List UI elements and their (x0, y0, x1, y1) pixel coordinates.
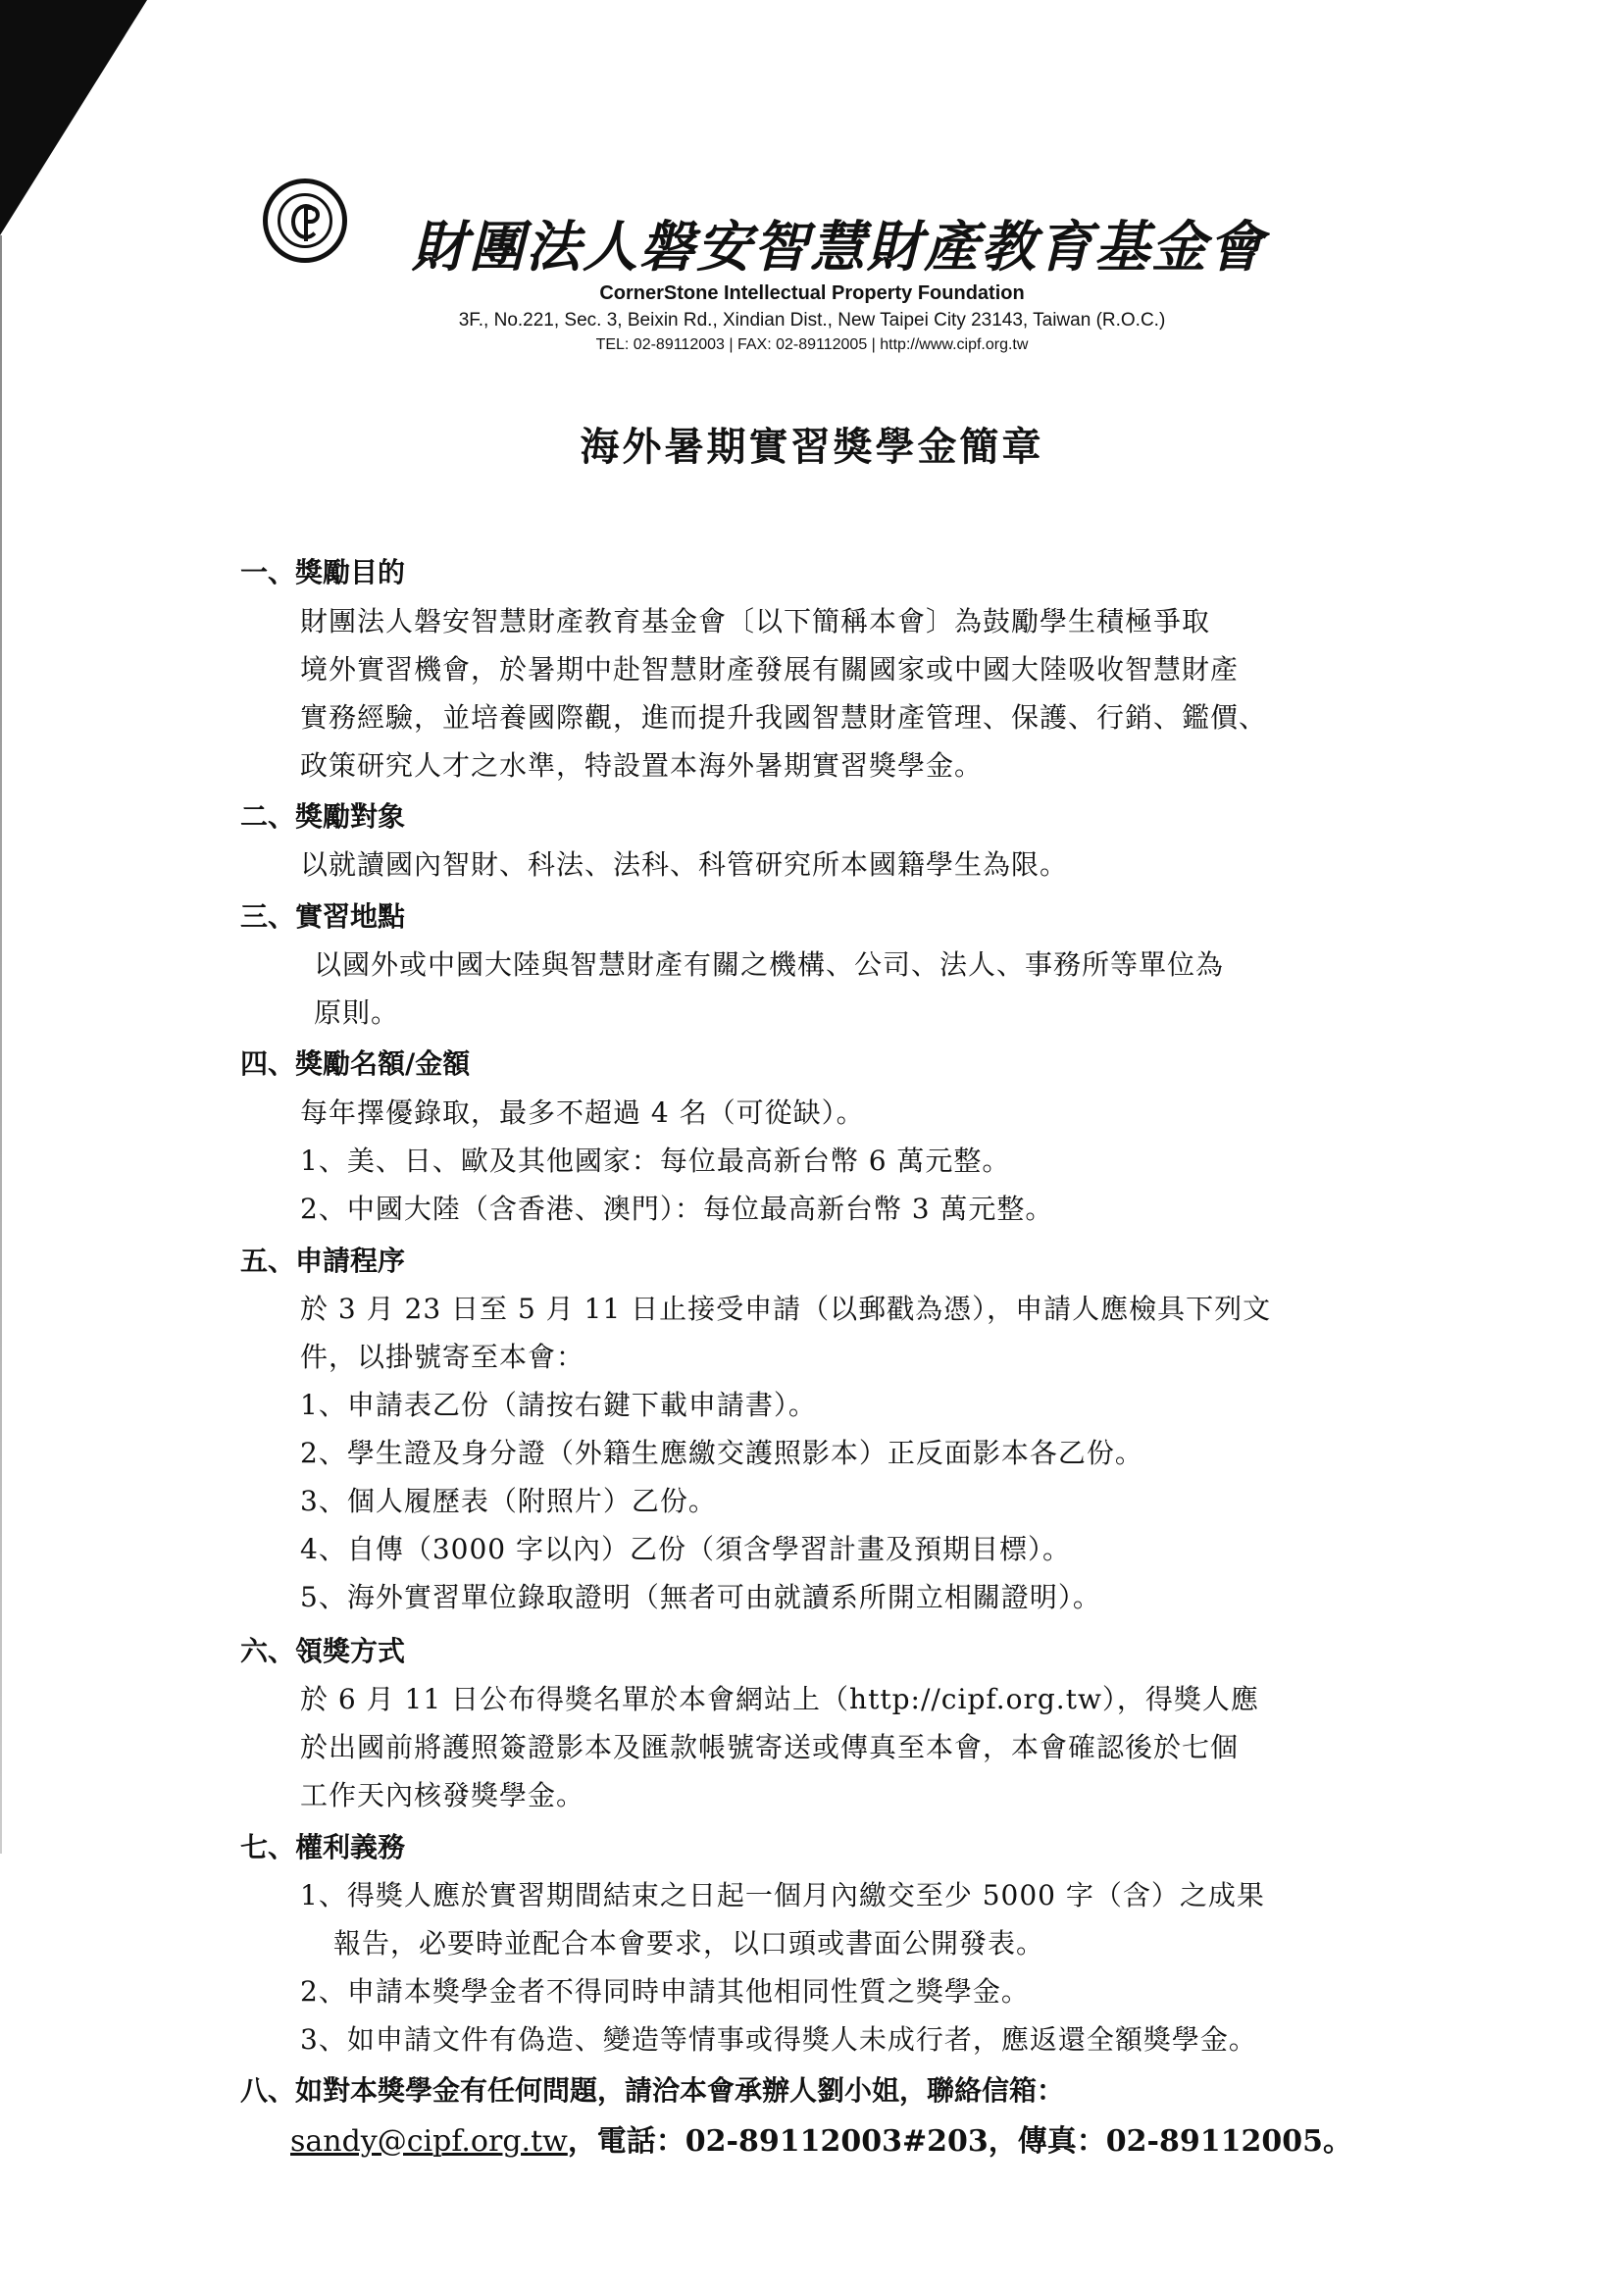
section-text: 財團法人磐安智慧財產教育基金會〔以下簡稱本會〕為鼓勵學生積極爭取 (300, 605, 1211, 637)
document-title: 海外暑期實習獎學金簡章 (580, 424, 1044, 470)
section-text: 2、申請本獎學金者不得同時申請其他相同性質之獎學金。 (300, 1975, 1030, 2008)
section-heading: 三、實習地點 (240, 900, 406, 933)
section-heading: 一、獎勵目的 (240, 556, 406, 588)
section-text: 政策研究人才之水準，特設置本海外暑期實習獎學金。 (300, 749, 984, 782)
contact-phone-fax: ，電話：02-89112003#203，傳真：02-89112005。 (567, 2124, 1352, 2159)
section-heading: 七、權利義務 (240, 1831, 406, 1863)
section-text: 於出國前將護照簽證影本及匯款帳號寄送或傳真至本會，本會確認後於七個 (300, 1731, 1240, 1763)
contact-email-link[interactable]: sandy@cipf.org.tw (290, 2124, 568, 2159)
section-text: 3、如申請文件有偽造、變造等情事或得獎人未成行者，應返還全額獎學金。 (300, 2023, 1257, 2056)
logo-inner-ring (278, 193, 332, 248)
org-address: 3F., No.221, Sec. 3, Beixin Rd., Xindian Dist., New Taipei City 23143, Taiwan (R.O.C.) (458, 310, 1166, 331)
section-text: 於 3 月 23 日至 5 月 11 日止接受申請（以郵戳為憑），申請人應檢具下列文 (300, 1293, 1272, 1325)
section-heading: 二、獎勵對象 (240, 800, 406, 833)
section-text: 以國外或中國大陸與智慧財產有關之機構、公司、法人、事務所等單位為 (314, 948, 1225, 981)
section-text: 5、海外實習單位錄取證明（無者可由就讀系所開立相關證明）。 (300, 1581, 1101, 1613)
section-text: 2、學生證及身分證（外籍生應繳交護照影本）正反面影本各乙份。 (300, 1437, 1143, 1469)
section-text: 1、得獎人應於實習期間結束之日起一個月內繳交至少 5000 字（含）之成果 (300, 1879, 1265, 1911)
section-text: 實務經驗，並培養國際觀，進而提升我國智慧財產管理、保護、行銷、鑑價、 (300, 701, 1268, 734)
section-text: 工作天內核發獎學金。 (300, 1779, 585, 1811)
section-text: 1、申請表乙份（請按右鍵下載申請書）。 (300, 1389, 817, 1421)
section-heading: 八、如對本獎學金有任何問題，請洽本會承辦人劉小姐，聯絡信箱： (240, 2074, 1065, 2107)
section-text: 4、自傳（3000 字以內）乙份（須含學習計畫及預期目標）。 (300, 1533, 1071, 1565)
foundation-logo (263, 178, 347, 263)
section-text: 每年擇優錄取，最多不超過 4 名（可從缺）。 (300, 1096, 865, 1129)
scan-edge-line (0, 235, 2, 1854)
contact-footer (290, 2116, 1352, 2160)
scan-corner-shadow (0, 0, 147, 235)
section-text: 報告，必要時並配合本會要求，以口頭或書面公開發表。 (333, 1927, 1045, 1960)
section-heading: 四、獎勵名額/金額 (240, 1047, 471, 1080)
section-text: 境外實習機會，於暑期中赴智慧財產發展有關國家或中國大陸吸收智慧財產 (300, 653, 1240, 686)
section-text: 以就讀國內智財、科法、法科、科管研究所本國籍學生為限。 (300, 848, 1069, 881)
section-text: 3、個人履歷表（附照片）乙份。 (300, 1485, 717, 1517)
org-name-english: CornerStone Intellectual Property Foundation (599, 282, 1025, 304)
org-name-chinese: 財團法人磐安智慧財產教育基金會 (412, 215, 1265, 280)
section-text: 1、美、日、歐及其他國家：每位最高新台幣 6 萬元整。 (300, 1145, 1011, 1177)
section-heading: 六、領獎方式 (240, 1635, 406, 1667)
section-heading: 五、申請程序 (240, 1245, 406, 1277)
section-text: 件，以掛號寄至本會： (300, 1341, 585, 1373)
section-text: 於 6 月 11 日公布得獎名單於本會網站上（http://cipf.org.tw），得獎人應 (300, 1683, 1259, 1715)
section-text: 原則。 (314, 996, 400, 1029)
org-contact-info: TEL: 02-89112003 | FAX: 02-89112005 | http://www.cipf.org.tw (595, 336, 1029, 353)
section-text: 2、中國大陸（含香港、澳門）：每位最高新台幣 3 萬元整。 (300, 1193, 1054, 1225)
